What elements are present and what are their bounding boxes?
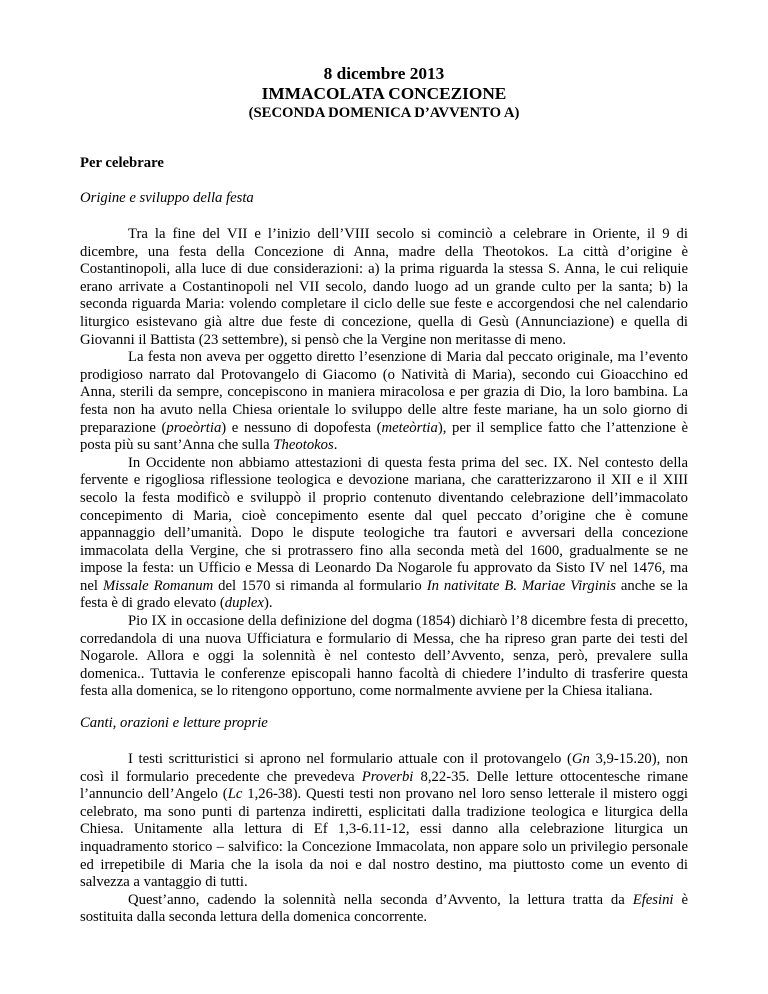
document-date: 8 dicembre 2013 <box>323 64 445 83</box>
paragraph-1: Tra la fine del VII e l’inizio dell’VIII secolo si cominciò a celebrare in Oriente, il 9 di dicembre, una festa della Concezione di Anna, madre della Theotokos. La città d’origine è Costantinopoli, alla luce di due considerazioni: a) la prima riguarda la stessa S. Anna, le cui reliquie erano arrivate a Costantinopoli nel VII secolo, dando luogo ad un grande culto per la santa; b) la seconda riguarda Maria: volendo completare il ciclo delle sue feste e accorgendosi che nel calendario liturgico esistevano già altre due feste di concezione, quella di Gesù (Annunciazione) e quella di Giovanni il Battista (23 settembre), si pensò che la Vergine non meritasse di meno. <box>80 226 688 348</box>
paragraph-4: Pio IX in occasione della definizione del dogma (1854) dichiarò l’8 dicembre festa di precetto, corredandola di una nuova Ufficiatura e formulario di Messa, che ha ripreso gran parte dei testi del Nogarole. Allora e oggi la solennità è nel contesto dell’Avvento, senza, però, prevalere sulla domenica.. Tuttavia le conferenze episcopali hanno facoltà di chiedere l’indulto di trasferire questa festa alla domenica, se lo ritengono opportuno, come normalmente avviene per la Chiesa italiana. <box>80 613 688 700</box>
paragraph-3: In Occidente non abbiamo attestazioni di questa festa prima del sec. IX. Nel contesto della fervente e rigogliosa riflessione teologica e devozione mariana, che caratterizzarono il XII e il XIII secolo la festa modificò e sviluppò il proprio contenuto diventando celebrazione dell’immacolato concepimento di Maria, cioè concepimento esente dal quel peccato d’origine che è comune appannaggio dell’umanità. Dopo le dispute teologiche tra fautori e avversari della concezione immacolata della Vergine, che si protrassero fino alla seconda metà del 1600, gradualmente se ne impose la festa: un Ufficio e Messa di Leonardo Da Nogarole fu approvato da Sisto IV nel 1476, ma nel Missale Romanum del 1570 si rimanda al formulario In nativitate B. Mariae Virginis anche se la festa è di grado elevato (duplex). <box>80 454 688 612</box>
paragraph-2: La festa non aveva per oggetto diretto l’esenzione di Maria dal peccato originale, ma l’evento prodigioso narrato dal Protovangelo di Giacomo (o Natività di Maria), secondo cui Gioacchino ed Anna, sterili da sempre, concepiscono in maniera miracolosa e per grazia di Dio, la loro bambina. La festa non ha avuto nella Chiesa orientale lo sviluppo delle altre feste mariane, ha un solo giorno di preparazione (proeòrtia) e nessuno di dopofesta (meteòrtia), per il semplice fatto che l’attenzione è posta più su sant’Anna che sulla Theotokos. <box>80 349 688 454</box>
subheading-canti: Canti, orazioni e letture proprie <box>80 715 268 731</box>
title-block <box>0 64 768 123</box>
document-subtitle: (SECONDA DOMENICA D’AVVENTO A) <box>248 105 520 121</box>
section2-body <box>80 751 688 927</box>
document-title: IMMACOLATA CONCEZIONE <box>261 84 507 103</box>
paragraph-6: Quest’anno, cadendo la solennità nella seconda d’Avvento, la lettura tratta da Efesini è sostituita dalla seconda lettura della domenica concorrente. <box>80 891 688 926</box>
subheading-origine: Origine e sviluppo della festa <box>80 190 254 206</box>
paragraph-5: I testi scritturistici si aprono nel formulario attuale con il protovangelo (Gn 3,9-15.20), non così il formulario precedente che prevedeva Proverbi 8,22-35. Delle letture ottocentesche rimane l’annuncio dell’Angelo (Lc 1,26-38). Questi testi non provano nel loro senso letterale il mistero oggi celebrato, ma sono punti di partenza indiretti, esplicitati dalla tradizione teologica e liturgica della Chiesa. Unitamente alla lettura di Ef 1,3-6.11-12, essi danno alla celebrazione liturgica un inquadramento storico – salvifico: la Concezione Immacolata, non appare solo un privilegio personale ed irrepetibile di Maria che la isola da noi e dal nostro destino, ma piuttosto come un evento di salvezza a vantaggio di tutti. <box>80 751 689 891</box>
section-heading-per-celebrare: Per celebrare <box>80 155 164 171</box>
section1-body <box>80 226 688 701</box>
